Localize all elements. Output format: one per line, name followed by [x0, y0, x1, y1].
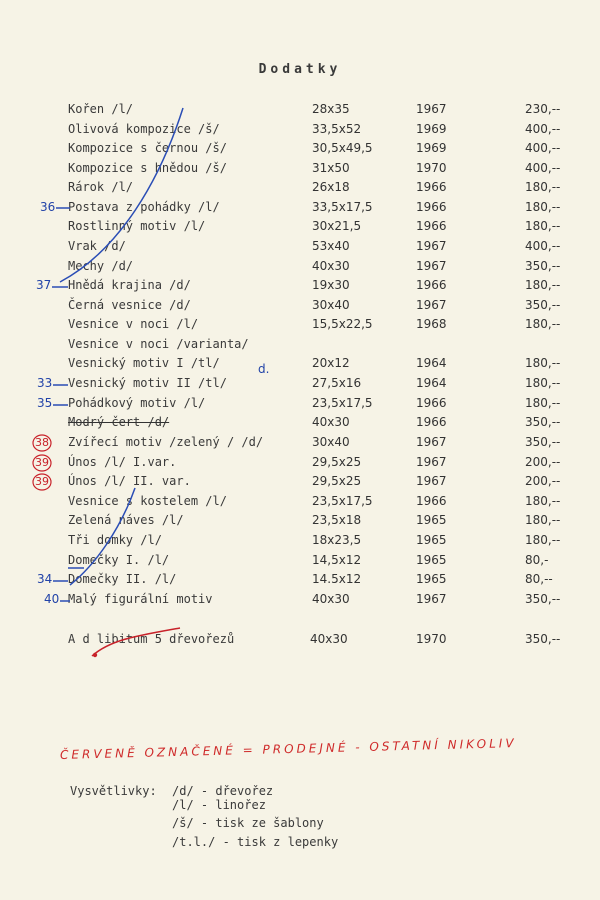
artwork-year: 1967	[416, 239, 447, 253]
artwork-title: Vesnice v noci /l/	[68, 317, 199, 331]
artwork-title: Únos /l/ II. var.	[68, 474, 191, 488]
artwork-price: 180,--	[525, 356, 561, 370]
artwork-title: Malý figurální motiv	[68, 592, 213, 606]
artwork-title: Kompozice s hnědou /š/	[68, 161, 227, 175]
table-row	[0, 494, 600, 512]
artwork-price: 350,--	[525, 298, 561, 312]
table-row	[0, 435, 600, 453]
artwork-year: 1967	[416, 259, 447, 273]
artwork-title: Vesnice v noci /varianta/	[68, 337, 249, 351]
table-row	[0, 317, 600, 335]
artwork-price: 230,--	[525, 102, 561, 116]
artwork-price: 180,--	[525, 494, 561, 508]
artwork-title: Hnědá krajina /d/	[68, 278, 191, 292]
table-row	[0, 298, 600, 316]
artwork-title: Kompozice s černou /š/	[68, 141, 227, 155]
artwork-size: 33,5x52	[312, 122, 362, 136]
circled-number: 39	[35, 456, 49, 469]
artwork-price: 80,--	[525, 572, 553, 586]
table-row	[0, 356, 600, 374]
legend-item: /d/ - dřevořez	[172, 784, 274, 798]
table-row	[0, 513, 600, 531]
artwork-year: 1967	[416, 298, 447, 312]
table-row	[0, 396, 600, 414]
table-row	[0, 141, 600, 159]
artwork-title: Mechy /d/	[68, 259, 134, 273]
table-row	[0, 239, 600, 257]
artwork-title: Pohádkový motiv /l/	[68, 396, 206, 410]
artwork-year: 1967	[416, 455, 447, 469]
artwork-title: Únos /l/ I.var.	[68, 455, 177, 469]
artwork-size: 30x40	[312, 298, 350, 312]
table-row	[0, 572, 600, 590]
artwork-title: Domečky II. /l/	[68, 572, 177, 586]
artwork-size: 29,5x25	[312, 455, 362, 469]
artwork-year: 1967	[416, 592, 447, 606]
artwork-size: 14.5x12	[312, 572, 362, 586]
artwork-year: 1966	[416, 396, 447, 410]
artwork-year: 1966	[416, 278, 447, 292]
artwork-year: 1965	[416, 513, 447, 527]
artwork-year: 1966	[416, 180, 447, 194]
legend-label: Vysvětlivky:	[70, 784, 157, 798]
artwork-price: 400,--	[525, 161, 561, 175]
table-row	[0, 474, 600, 492]
artwork-title: Olivová kompozice /š/	[68, 122, 220, 136]
margin-number: 35	[37, 396, 53, 410]
table-row	[0, 337, 600, 355]
artwork-size: 20x12	[312, 356, 350, 370]
circled-number: 38	[35, 436, 49, 449]
table-row	[0, 102, 600, 120]
artwork-size: 30x21,5	[312, 219, 362, 233]
artwork-year: 1964	[416, 356, 447, 370]
artwork-size: 14,5x12	[312, 553, 362, 567]
table-row	[0, 553, 600, 571]
artwork-price: 350,--	[525, 259, 561, 273]
document-heading: Dodatky	[258, 62, 342, 77]
artwork-year: 1967	[416, 102, 447, 116]
artwork-price: 80,-	[525, 553, 549, 567]
artwork-price: 180,--	[525, 317, 561, 331]
artwork-year: 1970	[416, 632, 447, 646]
artwork-size: 19x30	[312, 278, 350, 292]
table-row	[0, 415, 600, 433]
artwork-year: 1969	[416, 141, 447, 155]
artwork-price: 180,--	[525, 278, 561, 292]
artwork-price: 180,--	[525, 376, 561, 390]
legend-item: /t.l./ - tisk z lepenky	[172, 835, 339, 849]
artwork-price: 350,--	[525, 632, 561, 646]
artwork-title: A d libitum 5 dřevořezů	[68, 632, 235, 646]
artwork-size: 40x30	[312, 259, 350, 273]
artwork-title: Zelená náves /l/	[68, 513, 184, 527]
artwork-year: 1968	[416, 317, 447, 331]
artwork-title: Modrý čert /d/	[68, 415, 170, 429]
red-dot	[93, 653, 97, 657]
artwork-title: Kořen /l/	[68, 102, 134, 116]
artwork-title: Vrak /d/	[68, 239, 126, 253]
table-row	[0, 122, 600, 140]
margin-number: 40	[44, 592, 60, 606]
table-row	[0, 592, 600, 610]
artwork-price: 200,--	[525, 474, 561, 488]
artwork-size: 53x40	[312, 239, 350, 253]
artwork-size: 23,5x17,5	[312, 494, 373, 508]
table-row	[0, 219, 600, 237]
table-row	[0, 200, 600, 218]
artwork-price: 180,--	[525, 219, 561, 233]
artwork-price: 350,--	[525, 435, 561, 449]
ad-libitum-row	[0, 632, 600, 650]
artwork-year: 1966	[416, 494, 447, 508]
table-row	[0, 161, 600, 179]
artwork-price: 180,--	[525, 396, 561, 410]
artwork-size: 33,5x17,5	[312, 200, 373, 214]
red-handwritten-note: ČERVENĚ OZNAČENÉ = PRODEJNÉ - OSTATNÍ NIKOLIV	[59, 736, 517, 762]
artwork-price: 180,--	[525, 200, 561, 214]
margin-number: 36	[40, 200, 56, 214]
artwork-size: 26x18	[312, 180, 350, 194]
table-row	[0, 455, 600, 473]
artwork-title: Vesnice s kostelem /l/	[68, 494, 227, 508]
artwork-title: Tři domky /l/	[68, 533, 162, 547]
artwork-title: Postava z pohádky /l/	[68, 200, 220, 214]
artwork-year: 1965	[416, 553, 447, 567]
artwork-price: 400,--	[525, 122, 561, 136]
table-row	[0, 259, 600, 277]
artwork-size: 15,5x22,5	[312, 317, 373, 331]
artwork-size: 40x30	[312, 592, 350, 606]
artwork-size: 31x50	[312, 161, 350, 175]
artwork-price: 400,--	[525, 239, 561, 253]
artwork-title: Domečky I. /l/	[68, 553, 170, 567]
artwork-title: Vesnický motiv II /tl/	[68, 376, 227, 390]
artwork-size: 29,5x25	[312, 474, 362, 488]
artwork-price: 350,--	[525, 592, 561, 606]
margin-number: 34	[37, 572, 53, 586]
legend-item: /š/ - tisk ze šablony	[172, 816, 324, 830]
table-row	[0, 533, 600, 551]
artwork-year: 1964	[416, 376, 447, 390]
artwork-year: 1970	[416, 161, 447, 175]
artwork-title: Zvířecí motiv /zelený / /d/	[68, 435, 264, 449]
artwork-title: Černá vesnice /d/	[68, 298, 191, 312]
artwork-price: 180,--	[525, 533, 561, 547]
artwork-year: 1966	[416, 415, 447, 429]
table-row	[0, 180, 600, 198]
artwork-year: 1969	[416, 122, 447, 136]
artwork-price: 200,--	[525, 455, 561, 469]
margin-number: 33	[37, 376, 53, 390]
artwork-price: 350,--	[525, 415, 561, 429]
artwork-price: 180,--	[525, 180, 561, 194]
artwork-year: 1966	[416, 200, 447, 214]
artwork-size: 18x23,5	[312, 533, 362, 547]
artwork-year: 1967	[416, 474, 447, 488]
margin-number: 37	[36, 278, 52, 292]
artwork-size: 40x30	[310, 632, 348, 646]
artwork-year: 1967	[416, 435, 447, 449]
circled-number: 39	[35, 475, 49, 488]
artwork-price: 400,--	[525, 141, 561, 155]
legend-item: /l/ - linořez	[172, 798, 266, 812]
artwork-year: 1965	[416, 572, 447, 586]
artwork-title: Vesnický motiv I /tl/	[68, 356, 220, 370]
table-row	[0, 376, 600, 394]
artwork-year: 1965	[416, 533, 447, 547]
artwork-size: 28x35	[312, 102, 350, 116]
artwork-year: 1966	[416, 219, 447, 233]
artwork-price: 180,--	[525, 513, 561, 527]
artwork-size: 23,5x18	[312, 513, 362, 527]
artwork-size: 30,5x49,5	[312, 141, 373, 155]
table-row	[0, 278, 600, 296]
artwork-size: 27,5x16	[312, 376, 362, 390]
artwork-title: Rostlinný motiv /l/	[68, 219, 206, 233]
handwritten-note: d.	[258, 362, 270, 376]
artwork-title: Rárok /l/	[68, 180, 134, 194]
artwork-size: 40x30	[312, 415, 350, 429]
artwork-size: 30x40	[312, 435, 350, 449]
artwork-size: 23,5x17,5	[312, 396, 373, 410]
